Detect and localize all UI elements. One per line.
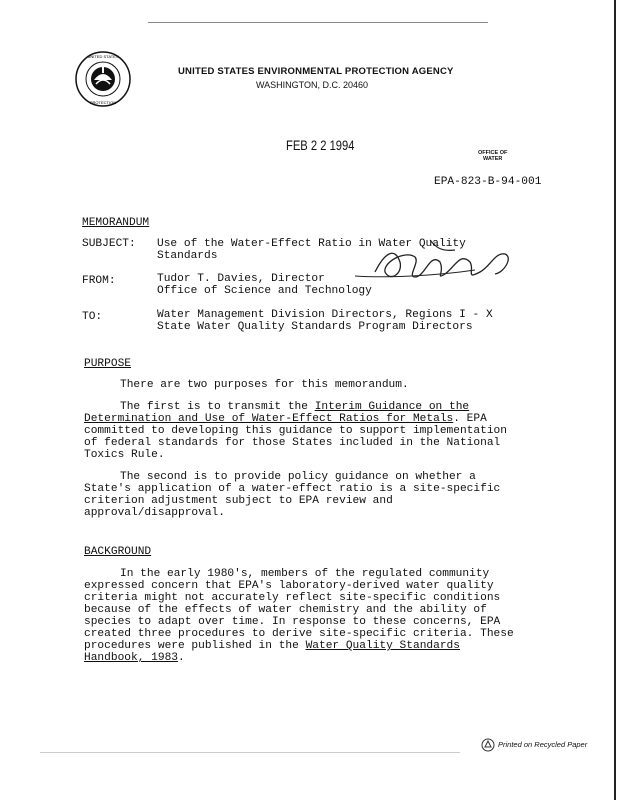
purpose-p1-line-1 (120, 401, 469, 414)
agency-city: WASHINGTON, D.C. 20460 (256, 80, 369, 90)
subject-label: SUBJECT: (82, 238, 136, 250)
background-heading: BACKGROUND (84, 546, 152, 558)
office-line-1: OFFICE OF (478, 150, 508, 156)
background-line-1: In the early 1980's, members of the regulated community (120, 568, 490, 580)
office-line-2: WATER (482, 156, 503, 162)
background-line-4: because of the effects of water chemistry and the ability of (84, 604, 487, 616)
purpose-p2-line-1: The second is to provide policy guidance on whether a (120, 471, 476, 483)
recycled-paper-note: Printed on Recycled Paper (498, 740, 588, 749)
office-label (478, 150, 507, 162)
svg-text:UNITED STATES: UNITED STATES (87, 54, 119, 59)
handbook-title-part-2: Handbook, 1983 (84, 652, 178, 664)
agency-name: UNITED STATES ENVIRONMENTAL PROTECTION AGENCY (178, 66, 454, 77)
guidance-title-part-1: Interim Guidance on the (314, 401, 470, 413)
purpose-intro: There are two purposes for this memorandum. (120, 379, 409, 391)
bottom-rule (40, 752, 460, 753)
guidance-title-part-2: Determination and Use of Water-Effect Ratios for Metals (84, 413, 454, 425)
background-line-5: species to adapt over time. In response to these concerns, EPA (84, 616, 501, 628)
to-line-2: State Water Quality Standards Program Directors (157, 321, 473, 333)
memo-heading: MEMORANDUM (82, 217, 150, 229)
to-label: TO: (82, 311, 103, 323)
top-rule (148, 22, 488, 23)
background-text: procedures were published in the (84, 640, 306, 652)
handwritten-signature (345, 232, 520, 292)
purpose-p1-line-4: of federal standards for those States included in the National (84, 437, 501, 449)
from-line-2: Office of Science and Technology (157, 285, 372, 297)
purpose-p1-text-epa: . EPA (453, 413, 487, 425)
purpose-p2-line-4: approval/disapproval. (84, 507, 225, 519)
purpose-p1-line-2 (84, 413, 487, 426)
purpose-p2-line-2: State's application of a water-effect ratio is a site-specific (84, 483, 501, 495)
background-line-8 (84, 652, 185, 665)
purpose-p2-line-3: criterion adjustment subject to EPA review and (84, 495, 393, 507)
purpose-p1-line-5: Toxics Rule. (84, 449, 165, 461)
svg-text:PROTECTION: PROTECTION (89, 100, 117, 105)
memo-date: FEB 2 2 1994 (286, 137, 355, 153)
background-line-2: expressed concern that EPA's laboratory-derived water quality (84, 580, 494, 592)
purpose-p1-line-3: committed to developing this guidance to support implementation (84, 425, 507, 437)
recycle-icon (481, 738, 495, 752)
doc-number: EPA-823-B-94-001 (434, 176, 542, 188)
background-line-6: created three procedures to derive site-specific criteria. These (84, 628, 514, 640)
to-line-1: Water Management Division Directors, Regions I - X (157, 309, 493, 321)
from-line-1: Tudor T. Davies, Director (157, 273, 325, 285)
background-line-7 (84, 640, 460, 653)
background-line-3: criteria might not accurately reflect site-specific conditions (84, 592, 501, 604)
background-period: . (178, 652, 185, 664)
from-label: FROM: (82, 275, 116, 287)
subject-line-2: Standards (157, 250, 218, 262)
scan-edge (614, 0, 616, 800)
handbook-title-part-1: Water Quality Standards (305, 640, 460, 652)
epa-seal-icon (74, 50, 132, 108)
purpose-heading: PURPOSE (84, 358, 131, 370)
subject-line-1: Use of the Water-Effect Ratio in Water Quality (157, 238, 466, 250)
purpose-p1-text: The first is to transmit the (120, 401, 315, 413)
